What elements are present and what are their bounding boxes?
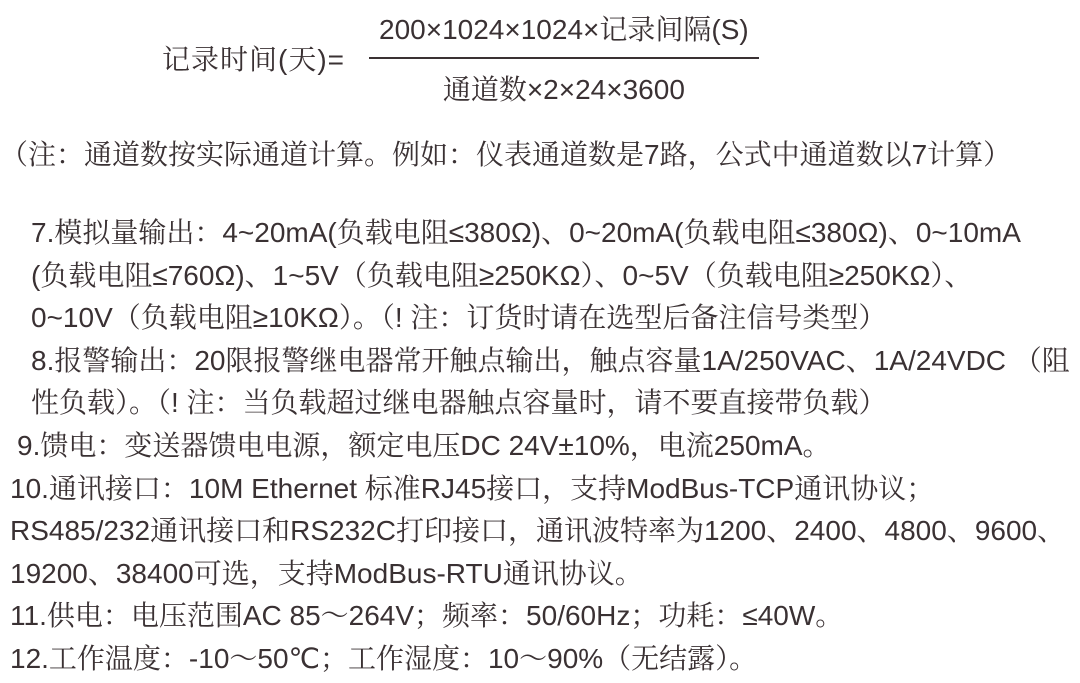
spec-line-comm-interface-cont2: 19200、38400可选，支持ModBus-RTU通讯协议。 bbox=[10, 557, 643, 589]
channel-count-note: （注：通道数按实际通道计算。例如：仪表通道数是7路，公式中通道数以7计算） bbox=[0, 139, 1012, 170]
spec-line-power-supply: 11.供电：电压范围AC 85～264V；频率：50/60Hz；功耗：≤40W。 bbox=[10, 600, 844, 632]
formula-numerator: 200×1024×1024×记录间隔(S) bbox=[379, 14, 749, 45]
spec-line-operating-conditions: 12.工作温度：-10～50℃；工作湿度：10～90%（无结露）。 bbox=[10, 642, 758, 674]
formula-denominator: 通道数×2×24×3600 bbox=[442, 74, 685, 105]
spec-line-comm-interface: 10.通讯接口：10M Ethernet 标准RJ45接口，支持ModBus-TCP通讯协议； bbox=[10, 472, 935, 504]
spec-line-analog-output-cont1: (负载电阻≤760Ω)、1~5V（负载电阻≥250KΩ）、0~5V（负载电阻≥250KΩ）、 bbox=[31, 259, 973, 291]
spec-line-alarm-output: 8.报警输出：20限报警继电器常开触点输出，触点容量1A/250VAC、1A/24VDC （阻 bbox=[31, 344, 1070, 376]
spec-line-alarm-output-cont: 性负载）。（! 注：当负载超过继电器触点容量时，请不要直接带负载） bbox=[31, 387, 887, 419]
spec-line-comm-interface-cont1: RS485/232通讯接口和RS232C打印接口，通讯波特率为1200、2400、4800、9600、 bbox=[10, 515, 1066, 547]
record-time-formula bbox=[0, 0, 1080, 110]
formula-label: 记录时间(天)= bbox=[162, 44, 346, 75]
spec-list bbox=[0, 212, 1080, 681]
spec-line-analog-output-cont2: 0~10V（负载电阻≥10KΩ）。（! 注：订货时请在选型后备注信号类型） bbox=[31, 302, 887, 334]
spec-line-analog-output: 7.模拟量输出：4~20mA(负载电阻≤380Ω)、0~20mA(负载电阻≤380Ω)、0~10mA bbox=[31, 217, 1021, 248]
formula-fraction bbox=[369, 6, 759, 110]
spec-line-power-feed: 9.馈电：变送器馈电电源，额定电压DC 24V±10%，电流250mA。 bbox=[17, 429, 831, 461]
